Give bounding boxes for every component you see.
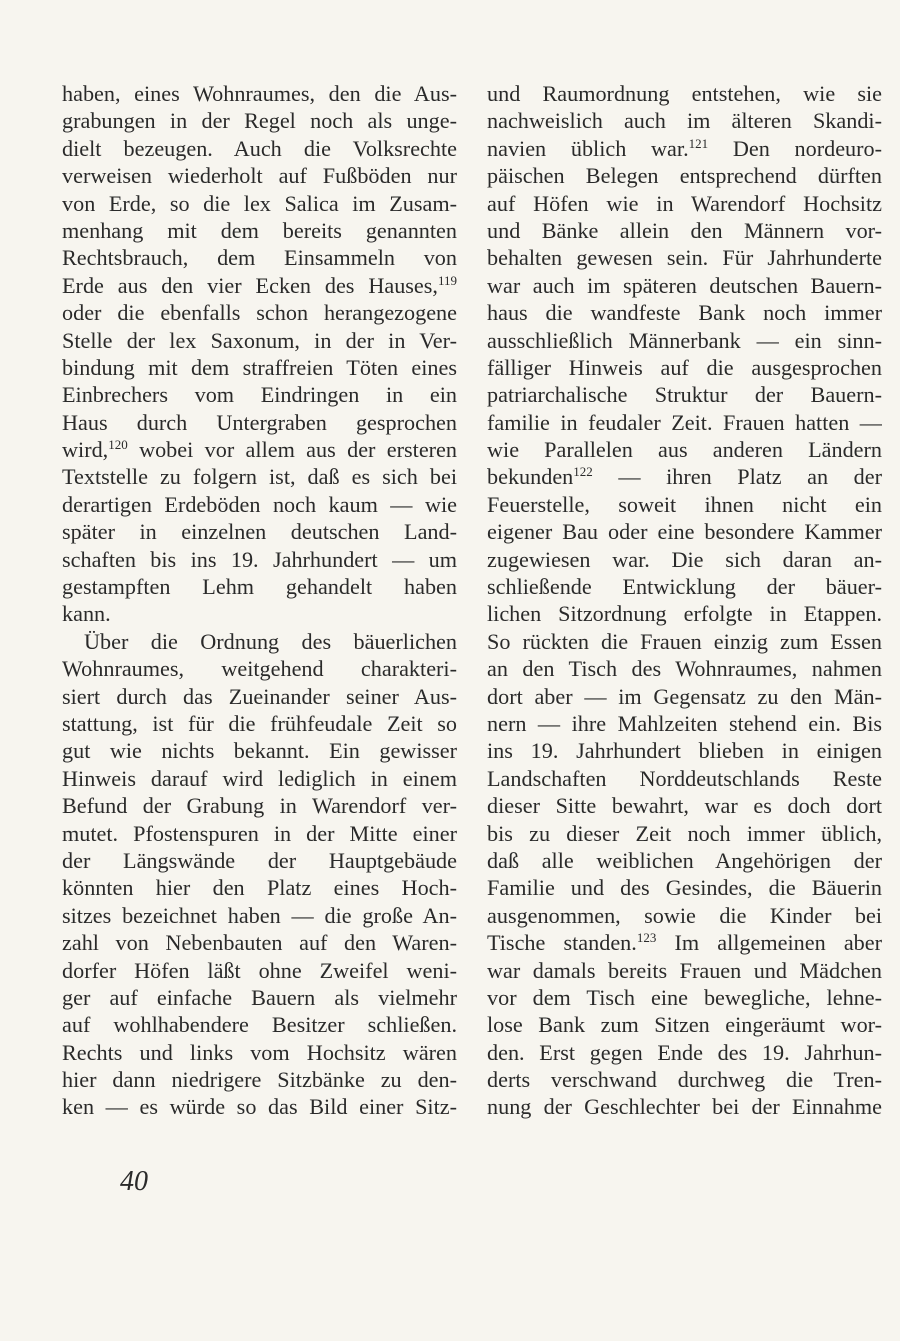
footnote-ref-120: 120 — [108, 437, 128, 453]
text-line: fälliger Hinweis auf die ausgesprochen — [487, 354, 882, 380]
text-line: von Erde, so die lex Salica im Zusam- — [62, 190, 457, 216]
text-fragment: Den nordeuro- — [708, 135, 882, 161]
text-line: menhang mit dem bereits genannten — [62, 217, 457, 243]
text-line: mutet. Pfostenspuren in der Mitte einer — [62, 820, 457, 846]
text-line — [62, 272, 457, 299]
text-line: nachweislich auch im älteren Skandi- — [487, 108, 882, 134]
text-line: daß alle weiblichen Angehörigen der — [487, 847, 882, 873]
text-line: Rechts und links vom Hochsitz wären — [62, 1039, 457, 1065]
paragraph-start-line: Über die Ordnung des bäuerlichen — [84, 628, 457, 654]
text-line — [487, 463, 882, 490]
footnote-ref-121: 121 — [688, 135, 709, 151]
text-line: lichen Sitzordnung erfolgte in Etappen. — [487, 601, 882, 627]
text-line: Feuerstelle, soweit ihnen nicht ein — [487, 491, 882, 517]
text-fragment: Tische standen. — [487, 930, 637, 956]
text-line: den. Erst gegen Ende des 19. Jahrhun- — [487, 1039, 882, 1065]
left-text-column — [62, 80, 457, 1121]
text-line: bindung mit dem straffreien Töten eines — [62, 354, 457, 380]
footnote-ref-123: 123 — [636, 930, 657, 946]
text-line: ins 19. Jahrhundert blieben in einigen — [487, 738, 882, 764]
text-line: ausgenommen, sowie die Kinder bei — [487, 902, 882, 928]
text-line: nung der Geschlechter bei der Einnahme — [487, 1094, 882, 1120]
text-line — [62, 436, 457, 463]
text-line: gut wie nichts bekannt. Ein gewisser — [62, 738, 457, 764]
text-line: nern — ihre Mahlzeiten stehend ein. Bis — [487, 710, 882, 736]
text-fragment: Erde aus den vier Ecken des Hauses, — [62, 272, 438, 298]
text-line: und Bänke allein den Männern vor- — [487, 217, 882, 243]
text-line: auf Höfen wie in Warendorf Hochsitz — [487, 190, 882, 216]
paragraph-end-line: kann. — [62, 601, 111, 627]
text-line — [487, 929, 882, 956]
text-line: familie in feudaler Zeit. Frauen hatten — — [487, 409, 882, 435]
text-fragment: navien üblich war. — [487, 135, 689, 161]
text-line: sitzes bezeichnet haben — die große An- — [62, 902, 457, 928]
text-line: und Raumordnung entstehen, wie sie — [487, 81, 882, 106]
page-number: 40 — [120, 1166, 148, 1197]
text-fragment: Im allgemeinen aber — [656, 930, 882, 956]
text-line: dielt bezeugen. Auch die Volksrechte — [62, 135, 457, 161]
text-line: grabungen in der Regel noch als unge- — [62, 108, 457, 134]
text-line: zugewiesen war. Die sich daran an- — [487, 546, 882, 572]
text-line: derartigen Erdeböden noch kaum — wie — [62, 491, 457, 517]
text-line: war auch im späteren deutschen Bauern- — [487, 272, 882, 298]
text-fragment: wobei vor allem aus der ersteren — [127, 437, 457, 463]
text-line: dort aber — im Gegensatz zu den Män- — [487, 683, 882, 709]
text-line: siert durch das Zueinander seiner Aus- — [62, 683, 457, 709]
text-line: an den Tisch des Wohnraumes, nahmen — [487, 656, 882, 682]
footnote-ref-119: 119 — [437, 272, 457, 288]
text-line: derts verschwand durchweg die Tren- — [487, 1067, 882, 1093]
text-line: Einbrechers vom Eindringen in ein — [62, 382, 457, 408]
text-line: wie Parallelen aus anderen Ländern — [487, 437, 882, 463]
text-line: stattung, ist für die frühfeudale Zeit so — [62, 710, 457, 736]
text-line: hier dann niedrigere Sitzbänke zu den- — [62, 1067, 457, 1093]
text-line: Hinweis darauf wird lediglich in einem — [62, 765, 457, 791]
text-line: zahl von Nebenbauten auf den Waren- — [62, 930, 457, 956]
text-fragment: — ihren Platz an der — [592, 464, 882, 490]
text-line — [487, 135, 882, 162]
text-line: schaften bis ins 19. Jahrhundert — um — [62, 546, 457, 572]
text-line: behalten gewesen sein. Für Jahrhunderte — [487, 245, 882, 271]
text-line: oder die ebenfalls schon herangezogene — [62, 300, 457, 326]
text-fragment: wird, — [62, 437, 109, 463]
text-line: patriarchalische Struktur der Bauern- — [487, 382, 882, 408]
text-line: Wohnraumes, weitgehend charakteri- — [62, 656, 457, 682]
text-line: der Längswände der Hauptgebäude — [62, 847, 457, 873]
text-line: gestampften Lehm gehandelt haben — [62, 574, 457, 600]
text-line: haus die wandfeste Bank noch immer — [487, 300, 882, 326]
text-line: Rechtsbrauch, dem Einsammeln von — [62, 245, 457, 271]
text-line: schließende Entwicklung der bäuer- — [487, 574, 882, 600]
text-line: vor dem Tisch eine bewegliche, lehne- — [487, 984, 882, 1010]
text-line: So rückten die Frauen einzig zum Essen — [487, 628, 882, 654]
text-line: ger auf einfache Bauern als vielmehr — [62, 984, 457, 1010]
right-text-column — [487, 80, 882, 1121]
text-line: später in einzelnen deutschen Land- — [62, 519, 457, 545]
text-line: lose Bank zum Sitzen eingeräumt wor- — [487, 1012, 882, 1038]
text-fragment: bekunden — [487, 464, 574, 490]
text-line: ausschließlich Männerbank — ein sinn- — [487, 327, 882, 353]
text-line: päischen Belegen entsprechend dürften — [487, 163, 882, 189]
text-line: Befund der Grabung in Warendorf ver- — [62, 793, 457, 819]
footnote-ref-122: 122 — [573, 464, 593, 480]
text-line: Stelle der lex Saxonum, in der in Ver- — [62, 327, 457, 353]
text-line: haben, eines Wohnraumes, den die Aus- — [62, 81, 457, 106]
text-line: Textstelle zu folgern ist, daß es sich bei — [62, 464, 457, 490]
text-line: Familie und des Gesindes, die Bäuerin — [487, 875, 882, 901]
text-line: war damals bereits Frauen und Mädchen — [487, 957, 882, 983]
text-line: verweisen wiederholt auf Fußböden nur — [62, 163, 457, 189]
text-line: Landschaften Norddeutschlands Reste — [487, 765, 882, 791]
text-line: könnten hier den Platz eines Hoch- — [62, 875, 457, 901]
text-line: Haus durch Untergraben gesprochen — [62, 409, 457, 435]
text-line: auf wohlhabendere Besitzer schließen. — [62, 1012, 457, 1038]
text-line: ken — es würde so das Bild einer Sitz- — [62, 1094, 457, 1120]
text-line: bis zu dieser Zeit noch immer üblich, — [487, 820, 882, 846]
text-line: dieser Sitte bewahrt, war es doch dort — [487, 793, 882, 819]
text-line: dorfer Höfen läßt ohne Zweifel weni- — [62, 957, 457, 983]
text-line: eigener Bau oder eine besondere Kammer — [487, 519, 882, 545]
